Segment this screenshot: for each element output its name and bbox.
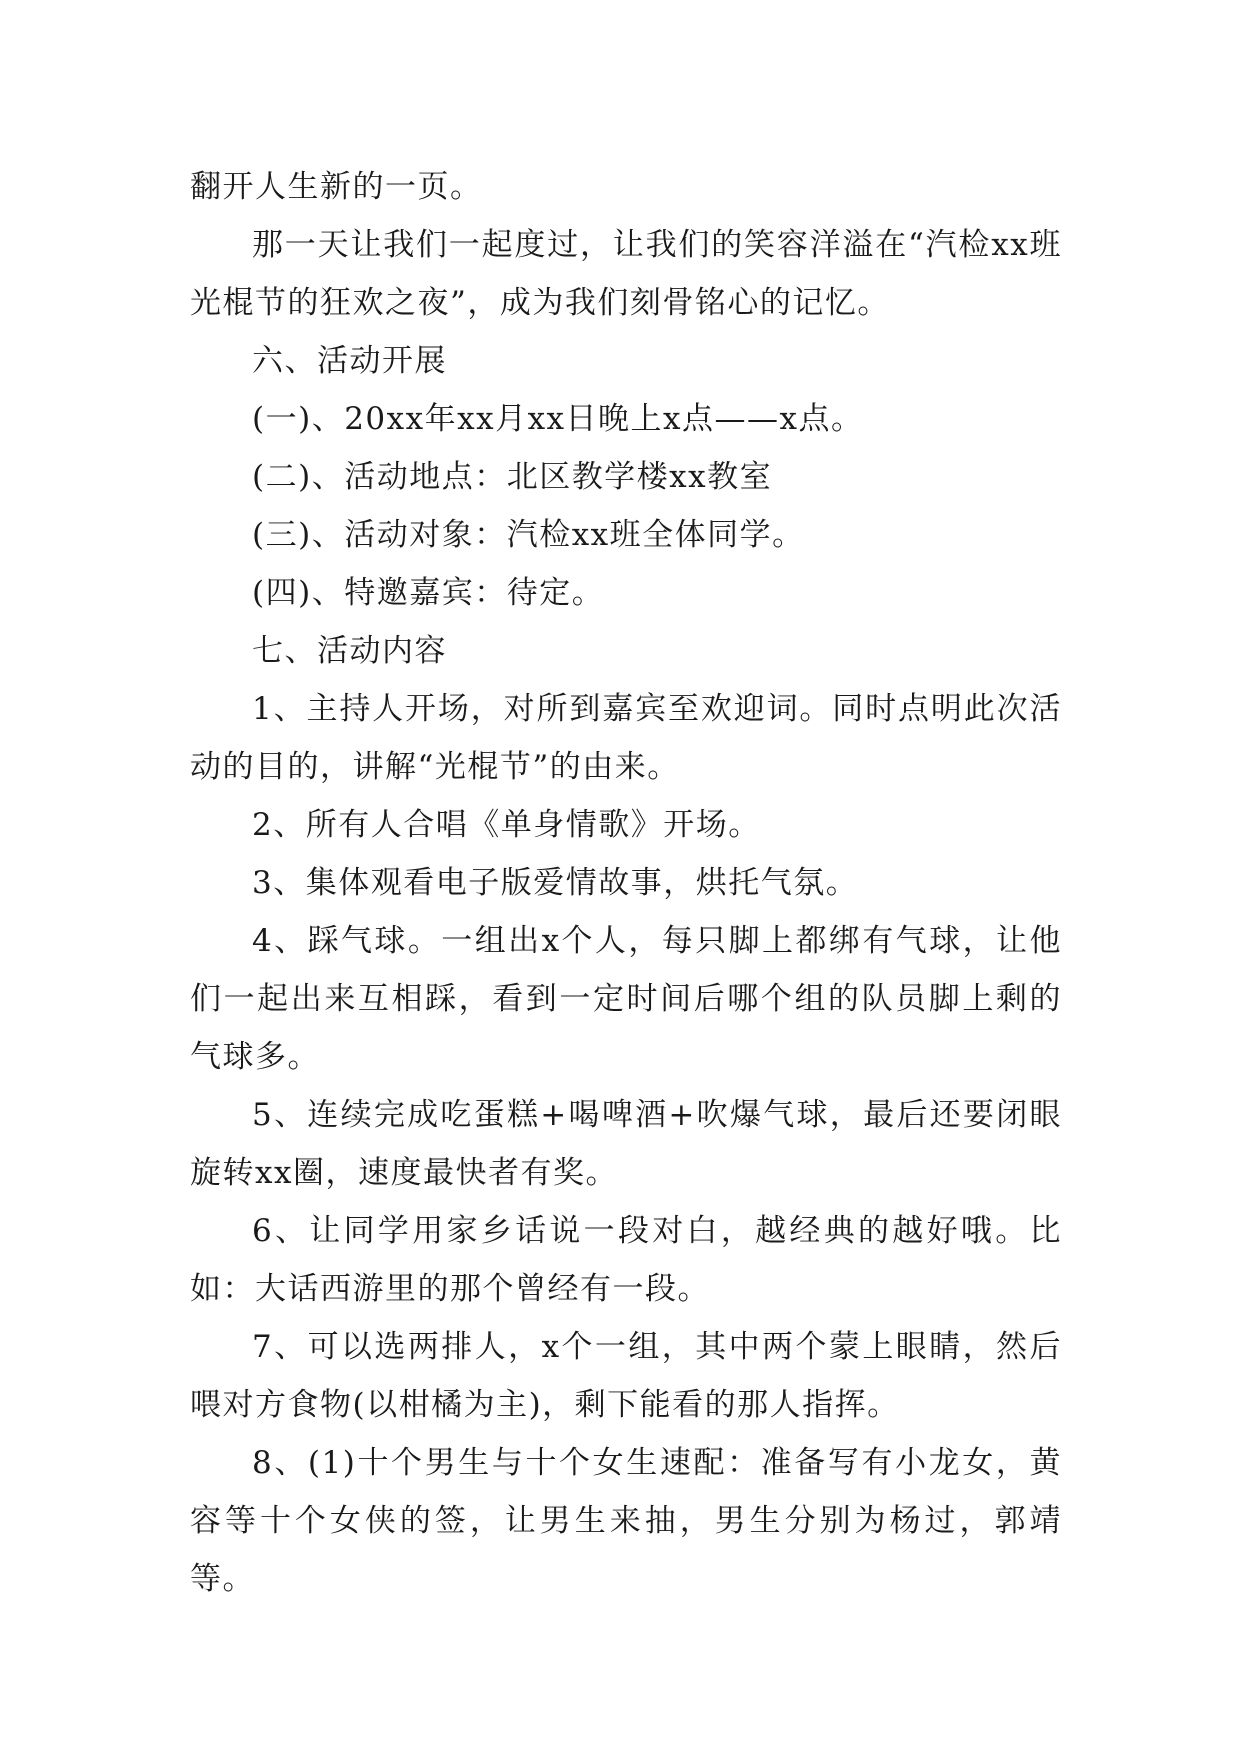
paragraph-memory: 那一天让我们一起度过，让我们的笑容洋溢在“汽检xx班光棍节的狂欢之夜”，成为我们刻骨铭心的记忆。 [190,227,1062,321]
list-item-dialect-dialogue: 6、让同学用家乡话说一段对白，越经典的越好哦。比如：大话西游里的那个曾经有一段。 [190,1213,1062,1307]
list-item-balloon-stomp: 4、踩气球。一组出x个人，每只脚上都绑有气球，让他们一起出来互相踩，看到一定时间后哪个组的队员脚上剩的气球多。 [190,923,1062,1075]
paragraph-continuation: 翻开人生新的一页。 [190,169,483,205]
section-heading-activity-content: 七、活动内容 [252,633,447,669]
list-item-opening: 1、主持人开场，对所到嘉宾至欢迎词。同时点明此次活动的目的，讲解“光棍节”的由来。 [190,691,1062,785]
list-item-location: (二)、活动地点：北区教学楼xx教室 [252,459,773,495]
list-item-speed-match: 8、(1)十个男生与十个女生速配：准备写有小龙女，黄容等十个女侠的签，让男生来抽，男生分别为杨过，郭靖等。 [190,1445,1062,1597]
list-item-blindfold-feeding: 7、可以选两排人，x个一组，其中两个蒙上眼睛，然后喂对方食物(以柑橘为主)，剩下能看的那人指挥。 [190,1329,1062,1423]
list-item-love-story: 3、集体观看电子版爱情故事，烘托气氛。 [252,865,859,901]
list-item-time: (一)、20xx年xx月xx日晚上x点——x点。 [252,401,864,437]
document-body [190,158,1062,1608]
list-item-relay-challenge: 5、连续完成吃蛋糕+喝啤酒+吹爆气球，最后还要闭眼旋转xx圈，速度最快者有奖。 [190,1097,1062,1191]
list-item-chorus: 2、所有人合唱《单身情歌》开场。 [252,807,761,843]
list-item-guests: (四)、特邀嘉宾：待定。 [252,575,605,611]
list-item-audience: (三)、活动对象：汽检xx班全体同学。 [252,517,805,553]
section-heading-activity-schedule: 六、活动开展 [252,343,447,379]
